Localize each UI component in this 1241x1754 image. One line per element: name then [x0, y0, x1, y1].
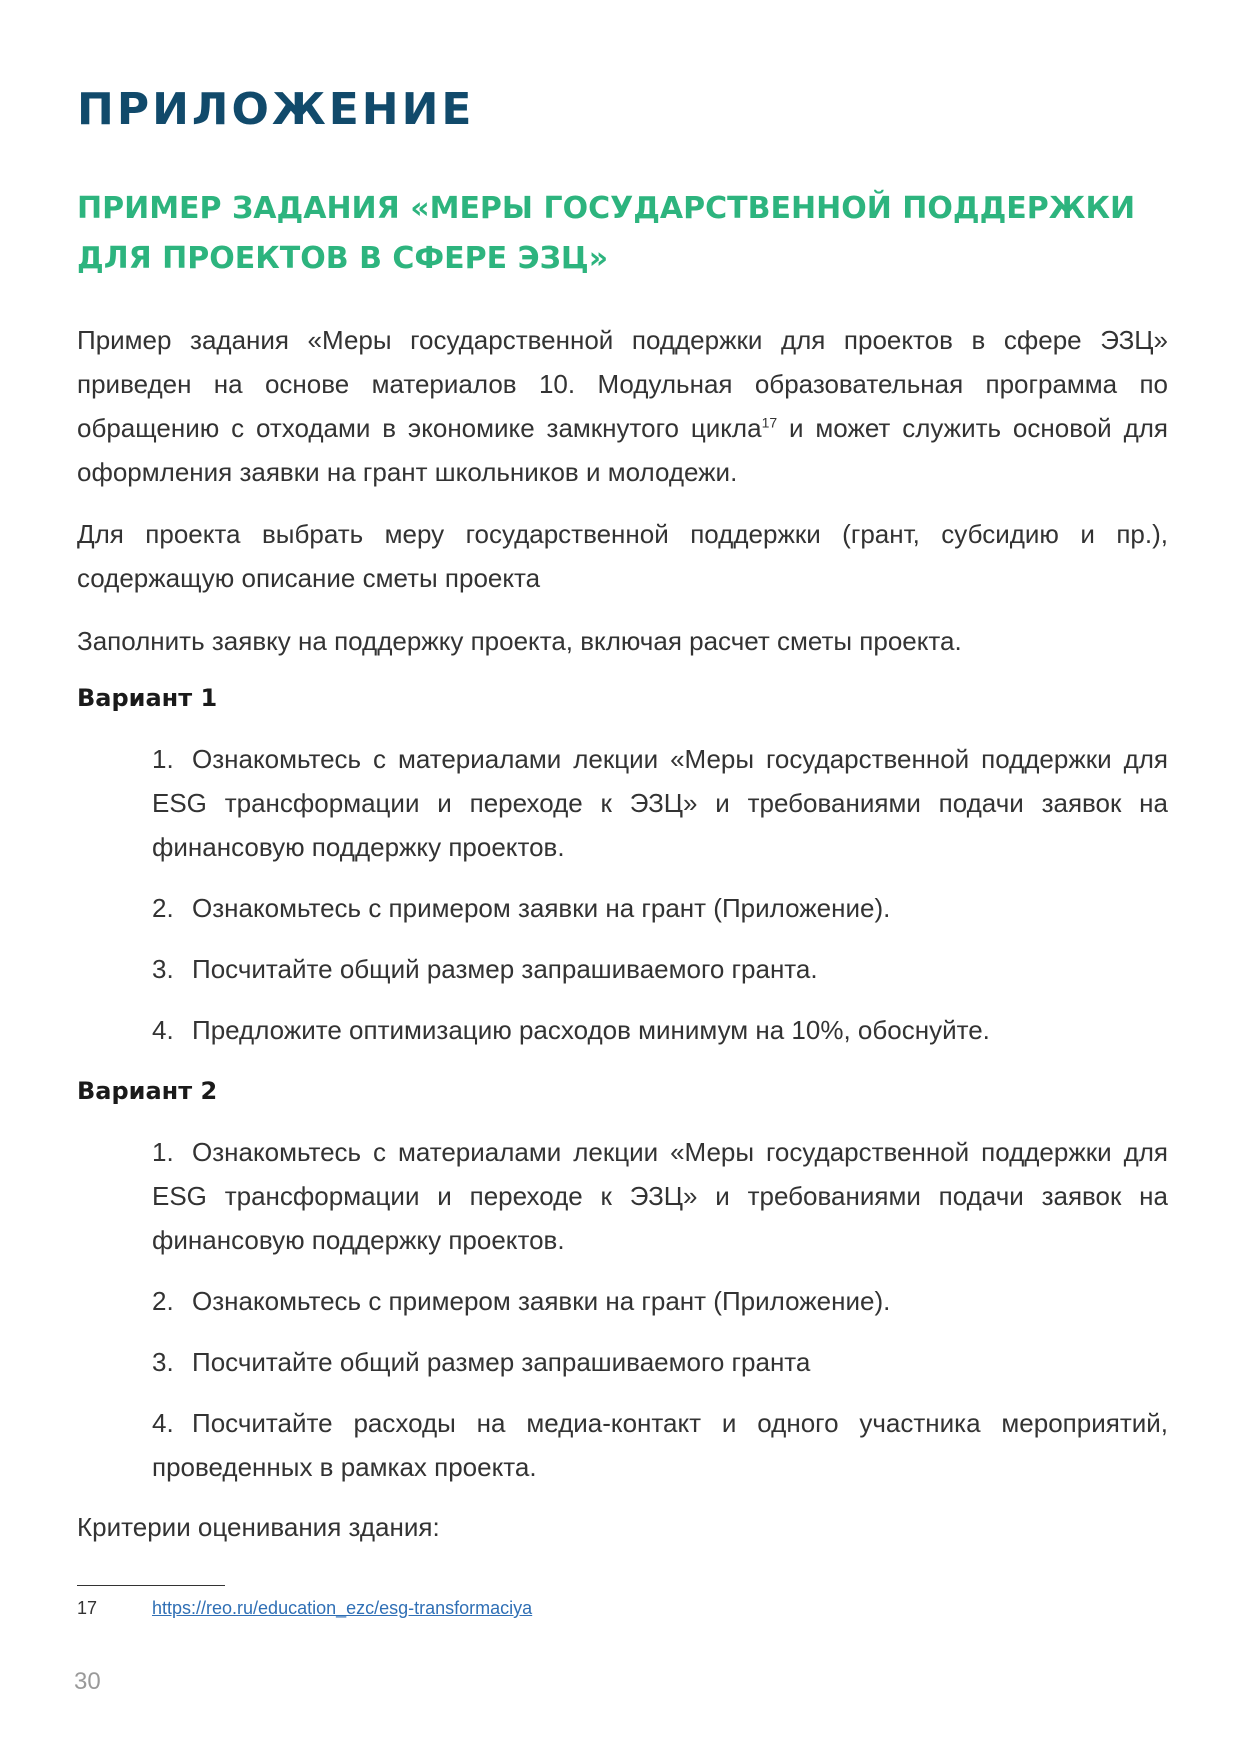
list-item: [152, 886, 1168, 930]
section-title-line-2: ДЛЯ ПРОЕКТОВ В СФЕРЕ ЭЗЦ»: [77, 241, 609, 276]
list-item-number: 3.: [152, 954, 174, 984]
application-paragraph: Заполнить заявку на поддержку проекта, включая расчет сметы проекта.: [77, 626, 962, 656]
list-item-number: 4.: [152, 1015, 174, 1045]
list-item-text: Посчитайте общий размер запрашиваемого гранта.: [192, 954, 818, 984]
list-item: [152, 1340, 1168, 1384]
list-item-number: 4.: [152, 1408, 174, 1438]
list-item: [152, 1279, 1168, 1323]
list-item: [152, 1401, 1168, 1489]
list-item-text: Посчитайте расходы на медиа-контакт и одного участника мероприятий, проведенных в рамках проекта.: [152, 1408, 1168, 1482]
list-item: [152, 1008, 1168, 1052]
list-item-number: 2.: [152, 893, 174, 923]
intro-text: Пример задания «Меры государственной поддержки для проектов в сфере ЭЗЦ» приведен на основе материалов 10. Модульная образовательная программа по обращению с отходами в экономике замкнутого цикла: [77, 325, 1168, 443]
intro-text-continued: и может служить основой для оформления заявки на грант школьников и молодежи.: [77, 413, 1168, 487]
list-item-number: 1.: [152, 1137, 174, 1167]
page-number: 30: [74, 1668, 101, 1695]
variant-2-list: [152, 1130, 1168, 1506]
footnote-divider: [77, 1585, 225, 1586]
variant-2-heading: Вариант 2: [77, 1077, 218, 1105]
footnote-reference: 17: [761, 414, 778, 431]
footnote-number: 17: [77, 1598, 98, 1618]
intro-paragraph: [77, 318, 1168, 494]
variant-1-heading: Вариант 1: [77, 684, 218, 712]
variant-1-list: [152, 737, 1168, 1069]
list-item-text: Ознакомьтесь с материалами лекции «Меры государственной поддержки для ESG трансформации и переходе к ЭЗЦ» и требованиями подачи заявок на финансовую поддержку проектов.: [152, 744, 1168, 862]
criteria-paragraph: Критерии оценивания здания:: [77, 1512, 440, 1542]
list-item: [152, 1130, 1168, 1262]
page-title: ПРИЛОЖЕНИЕ: [77, 84, 475, 135]
list-item: [152, 947, 1168, 991]
list-item-text: Предложите оптимизацию расходов минимум на 10%, обоснуйте.: [192, 1015, 990, 1045]
list-item-number: 3.: [152, 1347, 174, 1377]
list-item-text: Ознакомьтесь с примером заявки на грант (Приложение).: [192, 1286, 891, 1316]
list-item-number: 1.: [152, 744, 174, 774]
footnote-link[interactable]: https://reo.ru/education_ezc/esg-transformaciya: [152, 1598, 533, 1618]
section-title-line-1: ПРИМЕР ЗАДАНИЯ «МЕРЫ ГОСУДАРСТВЕННОЙ ПОДДЕРЖКИ: [77, 191, 1136, 226]
section-title: [77, 184, 1167, 284]
list-item-text: Ознакомьтесь с примером заявки на грант (Приложение).: [192, 893, 891, 923]
list-item-text: Ознакомьтесь с материалами лекции «Меры государственной поддержки для ESG трансформации и переходе к ЭЗЦ» и требованиями подачи заявок на финансовую поддержку проектов.: [152, 1137, 1168, 1255]
list-item: [152, 737, 1168, 869]
list-item-text: Посчитайте общий размер запрашиваемого гранта: [192, 1347, 811, 1377]
task-paragraph: Для проекта выбрать меру государственной поддержки (грант, субсидию и пр.), содержащую описание сметы проекта: [77, 519, 1168, 593]
list-item-number: 2.: [152, 1286, 174, 1316]
